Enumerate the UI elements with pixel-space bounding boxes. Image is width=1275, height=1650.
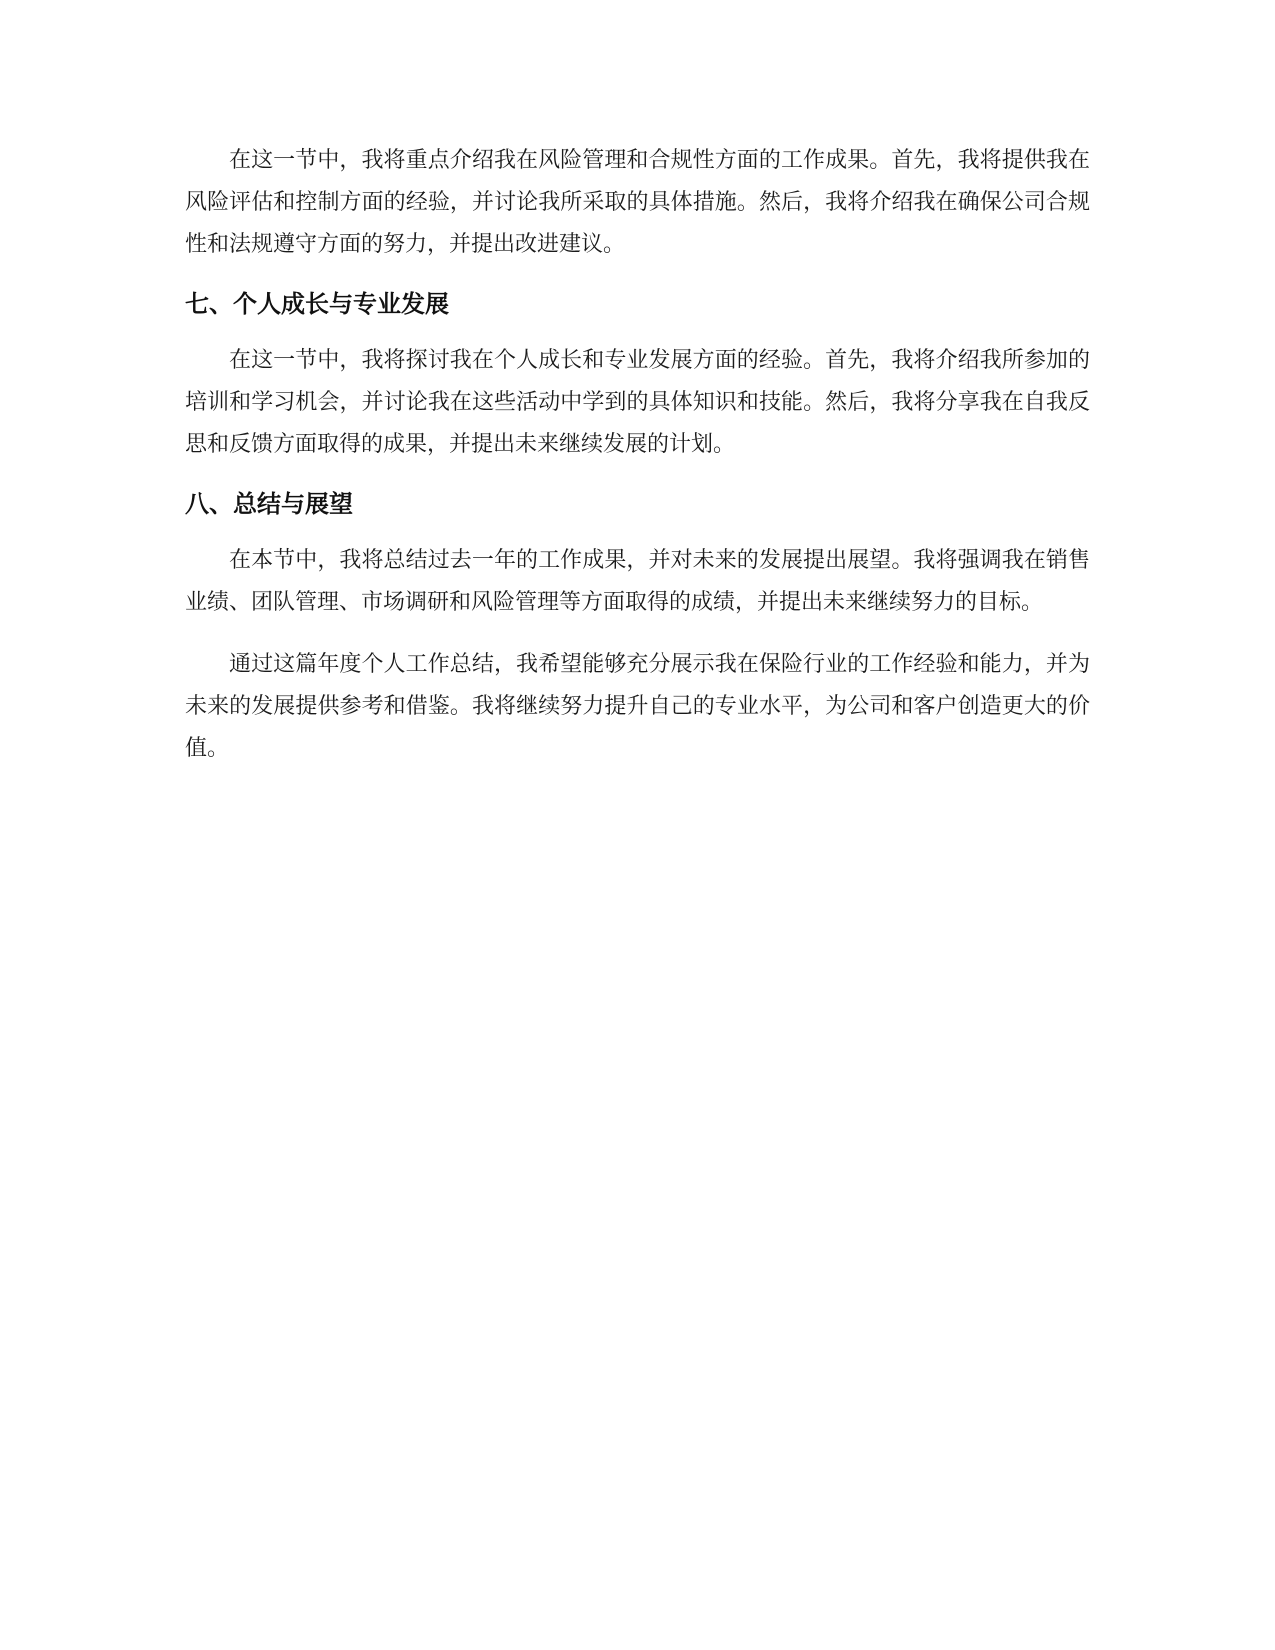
- section-heading-personal-growth: 七、个人成长与专业发展: [185, 290, 449, 318]
- paragraph-summary: 在本节中，我将总结过去一年的工作成果，并对未来的发展提出展望。我将强调我在销售业绩、团队管理、市场调研和风险管理等方面取得的成绩，并提出未来继续努力的目标。: [185, 548, 1090, 615]
- paragraph-closing: 通过这篇年度个人工作总结，我希望能够充分展示我在保险行业的工作经验和能力，并为未来的发展提供参考和借鉴。我将继续努力提升自己的专业水平，为公司和客户创造更大的价值。: [185, 652, 1090, 761]
- document-body: [185, 140, 1090, 790]
- paragraph-risk-compliance: 在这一节中，我将重点介绍我在风险管理和合规性方面的工作成果。首先，我将提供我在风险评估和控制方面的经验，并讨论我所采取的具体措施。然后，我将介绍我在确保公司合规性和法规遵守方面的努力，并提出改进建议。: [185, 148, 1090, 257]
- section-heading-summary-outlook: 八、总结与展望: [185, 490, 353, 518]
- paragraph-personal-growth: 在这一节中，我将探讨我在个人成长和专业发展方面的经验。首先，我将介绍我所参加的培训和学习机会，并讨论我在这些活动中学到的具体知识和技能。然后，我将分享我在自我反思和反馈方面取得的成果，并提出未来继续发展的计划。: [185, 348, 1090, 457]
